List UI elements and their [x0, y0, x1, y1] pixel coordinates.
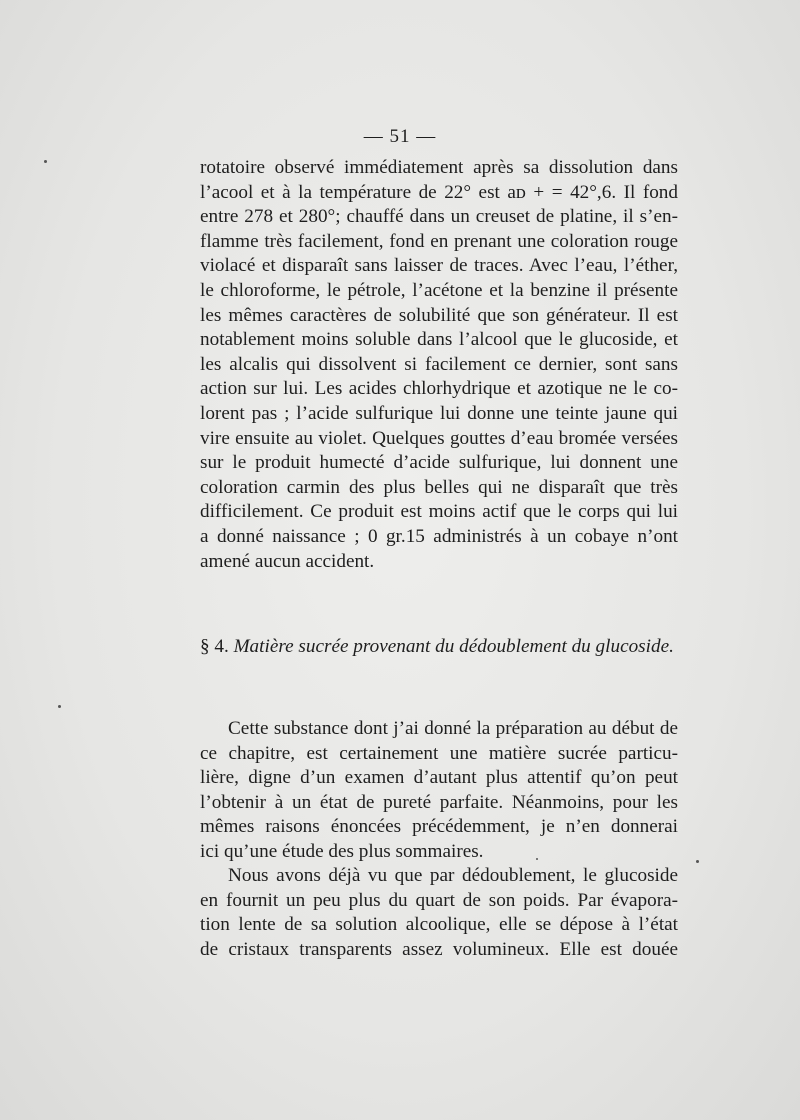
text-line: le chloroforme, le pétrole, l’acétone et la benzine il présente: [200, 279, 678, 301]
text-line: a donné naissance ; 0 gr.15 administrés à un cobaye n’ont: [200, 525, 678, 547]
text-line: l’acool et à la température de 22° est aᴅ + = 42°,6. Il fond: [200, 181, 678, 203]
paper-speck: [696, 860, 699, 863]
text-line: notablement moins soluble dans l’alcool que le glucoside, et: [200, 329, 678, 351]
text-line: action sur lui. Les acides chlorhydrique et azotique ne le co-: [200, 378, 678, 400]
section-number: § 4.: [200, 636, 229, 657]
text-line: les alcalis qui dissolvent si facilement ce dernier, sont sans: [200, 353, 678, 375]
paragraph-1: [200, 156, 678, 574]
text-line: difficilement. Ce produit est moins actif que le corps qui lui: [200, 501, 678, 523]
text-line: Nous avons déjà vu que par dédoublement, le glucoside: [228, 865, 678, 886]
text-line: mêmes raisons énoncées précédemment, je n’en donnerai: [200, 816, 678, 838]
paragraph-2: [200, 717, 678, 865]
text-line: lorent pas ; l’acide sulfurique lui donne une teinte jaune qui: [200, 402, 678, 424]
section-title: Matière sucrée provenant du dédoublement du glucoside.: [233, 636, 674, 657]
text-line: les mêmes caractères de solubilité que son générateur. Il est: [200, 304, 678, 326]
text-line: flamme très facilement, fond en prenant une coloration rouge: [200, 230, 678, 252]
text-line: ici qu’une étude des plus sommaires.: [200, 840, 484, 862]
text-line: l’obtenir à un état de pureté parfaite. Néanmoins, pour les: [200, 791, 678, 813]
paper-speck: [536, 858, 538, 860]
text-line: ce chapitre, est certainement une matière sucrée particu-: [200, 742, 678, 764]
text-line: amené aucun accident.: [200, 550, 375, 572]
text-line: tion lente de sa solution alcoolique, elle se dépose à l’état: [200, 914, 678, 936]
text-line: Cette substance dont j’ai donné la préparation au début de: [228, 718, 678, 739]
paper-speck: [58, 705, 61, 708]
paragraph-3: [200, 864, 678, 962]
text-line: sur le produit humecté d’acide sulfurique, lui donnent une: [200, 452, 678, 474]
text-line: entre 278 et 280°; chauffé dans un creuset de platine, il s’en-: [200, 206, 678, 228]
paper-speck: [44, 160, 47, 163]
text-line: rotatoire observé immédiatement après sa dissolution dans: [200, 157, 678, 178]
text-line: vire ensuite au violet. Quelques gouttes d’eau bromée versées: [200, 427, 678, 449]
text-line: lière, digne d’un examen d’autant plus attentif qu’on peut: [200, 767, 678, 789]
text-line: de cristaux transparents assez volumineux. Elle est douée: [200, 938, 678, 960]
text-line: en fournit un peu plus du quart de son poids. Par évapora-: [200, 889, 678, 911]
section-heading: [200, 634, 678, 660]
text-line: coloration carmin des plus belles qui ne disparaît que très: [200, 476, 678, 498]
text-line: violacé et disparaît sans laisser de traces. Avec l’eau, l’éther,: [200, 255, 678, 277]
page-number: — 51 —: [363, 126, 437, 147]
